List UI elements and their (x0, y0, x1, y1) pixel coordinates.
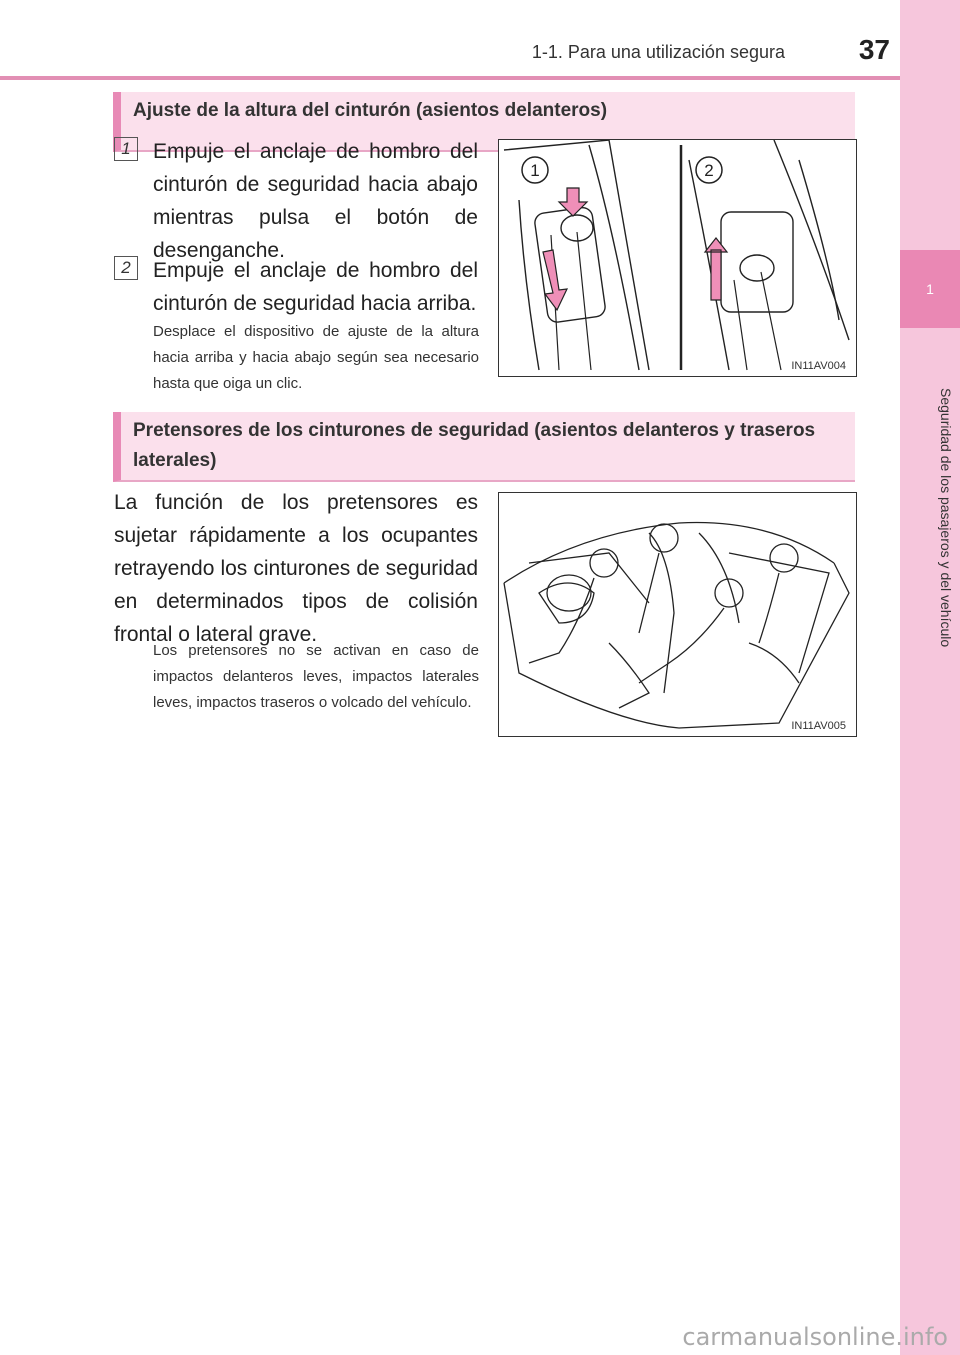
step-2 (114, 254, 478, 320)
page-number: 37 (858, 34, 890, 65)
chapter-side-tab (900, 0, 960, 1355)
callout-1: 1 (530, 161, 540, 180)
pretensioner-note: Los pretensores no se activan en caso de impactos delanteros leves, impactos laterales leves, impactos traseros o volcado del vehículo. (153, 642, 479, 711)
chapter-number-box: 1 (900, 250, 960, 328)
figure-code: IN11AV004 (787, 360, 850, 372)
pretensioner-paragraph: La función de los pretensores es sujetar rápidamente a los ocupantes retrayendo los cinturones de seguridad en determinados tipos de colisión frontal o lateral grave. (114, 491, 478, 646)
belt-anchor-illustration (499, 140, 855, 375)
chapter-label: Seguridad de los pasajeros y del vehículo (938, 388, 954, 648)
section-heading-belt-height: Ajuste de la altura del cinturón (asientos delanteros) (113, 92, 855, 152)
step-1 (114, 135, 478, 267)
watermark: carmanualsonline.info (682, 1323, 948, 1351)
step-text-2: Empuje el anclaje de hombro del cinturón de seguridad hacia arriba. (153, 259, 478, 315)
figure-code: IN11AV005 (787, 720, 850, 732)
running-header-title: 1-1. Para una utilización segura (531, 42, 785, 62)
step-2-note: Desplace el dispositivo de ajuste de la altura hacia arriba y hacia abajo según sea necesario hasta que oiga un clic. (153, 323, 479, 392)
car-interior-illustration (499, 493, 855, 735)
figure-pretensioner-cutaway (498, 492, 857, 737)
section-heading-pretensioners: Pretensores de los cinturones de seguridad (asientos delanteros y traseros laterales) (113, 412, 855, 482)
figure-belt-anchor-adjustment (498, 139, 857, 377)
header-rule (0, 76, 900, 80)
callout-2: 2 (704, 161, 714, 180)
step-number-2: 2 (114, 256, 138, 280)
step-number-1: 1 (114, 137, 138, 161)
step-text-1: Empuje el anclaje de hombro del cinturón de seguridad hacia abajo mientras pulsa el botón de desenganche. (153, 140, 478, 262)
